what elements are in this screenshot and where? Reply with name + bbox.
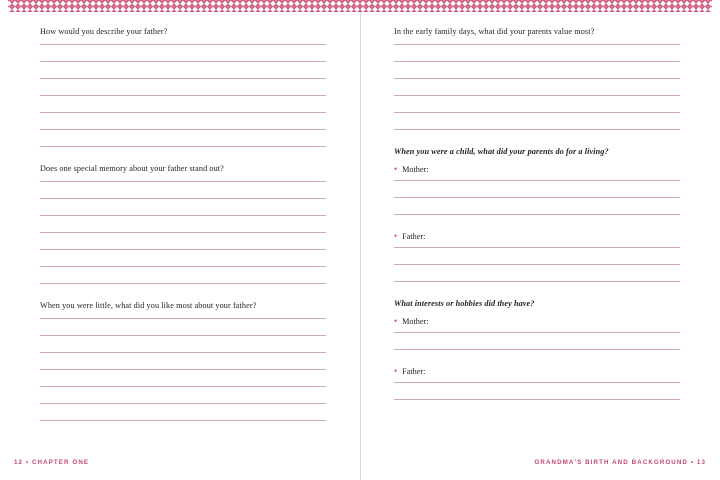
answer-line[interactable] — [394, 180, 680, 181]
question-text: In the early family days, what did your parents value most? — [394, 27, 595, 36]
question-text: When you were a child, what did your parents do for a living? — [394, 147, 609, 156]
question-text: How would you describe your father? — [40, 27, 168, 36]
answer-line[interactable] — [40, 283, 326, 284]
subitem-label: Mother: — [402, 317, 429, 326]
answer-lines[interactable] — [394, 332, 680, 350]
top-border-left-margin — [0, 0, 8, 12]
answer-line[interactable] — [394, 44, 680, 45]
answer-line[interactable] — [40, 386, 326, 387]
answer-line[interactable] — [394, 129, 680, 130]
answer-lines[interactable] — [40, 44, 326, 147]
bullet-icon: • — [394, 231, 398, 241]
answer-line[interactable] — [394, 197, 680, 198]
answer-line[interactable] — [40, 146, 326, 147]
answer-line[interactable] — [40, 420, 326, 421]
subitem-father — [394, 231, 680, 242]
answer-lines[interactable] — [394, 382, 680, 400]
top-border-right-margin — [712, 0, 720, 12]
question-block-interests-hobbies — [394, 298, 680, 400]
answer-line[interactable] — [40, 215, 326, 216]
answer-line[interactable] — [40, 369, 326, 370]
answer-line[interactable] — [394, 78, 680, 79]
answer-line[interactable] — [40, 112, 326, 113]
subitem-father — [394, 366, 680, 377]
question-block-father-describe — [40, 26, 326, 147]
bullet-icon: • — [394, 316, 398, 326]
answer-lines[interactable] — [40, 181, 326, 284]
left-page — [0, 12, 360, 480]
answer-line[interactable] — [394, 61, 680, 62]
bullet-icon: • — [394, 366, 398, 376]
answer-line[interactable] — [394, 281, 680, 282]
answer-line[interactable] — [394, 349, 680, 350]
right-page — [360, 12, 720, 480]
answer-line[interactable] — [40, 335, 326, 336]
answer-line[interactable] — [394, 95, 680, 96]
answer-line[interactable] — [394, 214, 680, 215]
answer-line[interactable] — [394, 247, 680, 248]
question-block-father-liked-most — [40, 300, 326, 421]
answer-line[interactable] — [40, 78, 326, 79]
decorative-top-border — [0, 0, 720, 12]
subitem-label: Father: — [402, 367, 426, 376]
answer-line[interactable] — [394, 382, 680, 383]
answer-line[interactable] — [394, 332, 680, 333]
bullet-icon: • — [394, 164, 398, 174]
answer-line[interactable] — [40, 181, 326, 182]
subitem-mother — [394, 164, 680, 175]
answer-lines[interactable] — [394, 247, 680, 282]
answer-lines[interactable] — [394, 180, 680, 215]
answer-line[interactable] — [40, 318, 326, 319]
question-text: When you were little, what did you like most about your father? — [40, 301, 257, 310]
answer-lines[interactable] — [40, 318, 326, 421]
question-text: What interests or hobbies did they have? — [394, 299, 535, 308]
answer-line[interactable] — [394, 264, 680, 265]
subitem-label: Mother: — [402, 165, 429, 174]
answer-line[interactable] — [40, 403, 326, 404]
answer-line[interactable] — [394, 399, 680, 400]
subitem-label: Father: — [402, 232, 426, 241]
answer-line[interactable] — [40, 95, 326, 96]
question-block-parents-living — [394, 146, 680, 282]
question-text: Does one special memory about your father stand out? — [40, 164, 224, 173]
page-footer-right: GRANDMA'S BIRTH AND BACKGROUND • 13 — [534, 459, 706, 466]
answer-line[interactable] — [40, 232, 326, 233]
answer-line[interactable] — [40, 61, 326, 62]
question-block-father-memory — [40, 163, 326, 284]
answer-line[interactable] — [40, 266, 326, 267]
answer-line[interactable] — [40, 129, 326, 130]
answer-line[interactable] — [40, 44, 326, 45]
answer-lines[interactable] — [394, 44, 680, 130]
question-block-parents-value — [394, 26, 680, 130]
subitem-mother — [394, 316, 680, 327]
page-footer-left: 12 • CHAPTER ONE — [14, 459, 90, 466]
answer-line[interactable] — [394, 112, 680, 113]
answer-line[interactable] — [40, 198, 326, 199]
answer-line[interactable] — [40, 249, 326, 250]
answer-line[interactable] — [40, 352, 326, 353]
